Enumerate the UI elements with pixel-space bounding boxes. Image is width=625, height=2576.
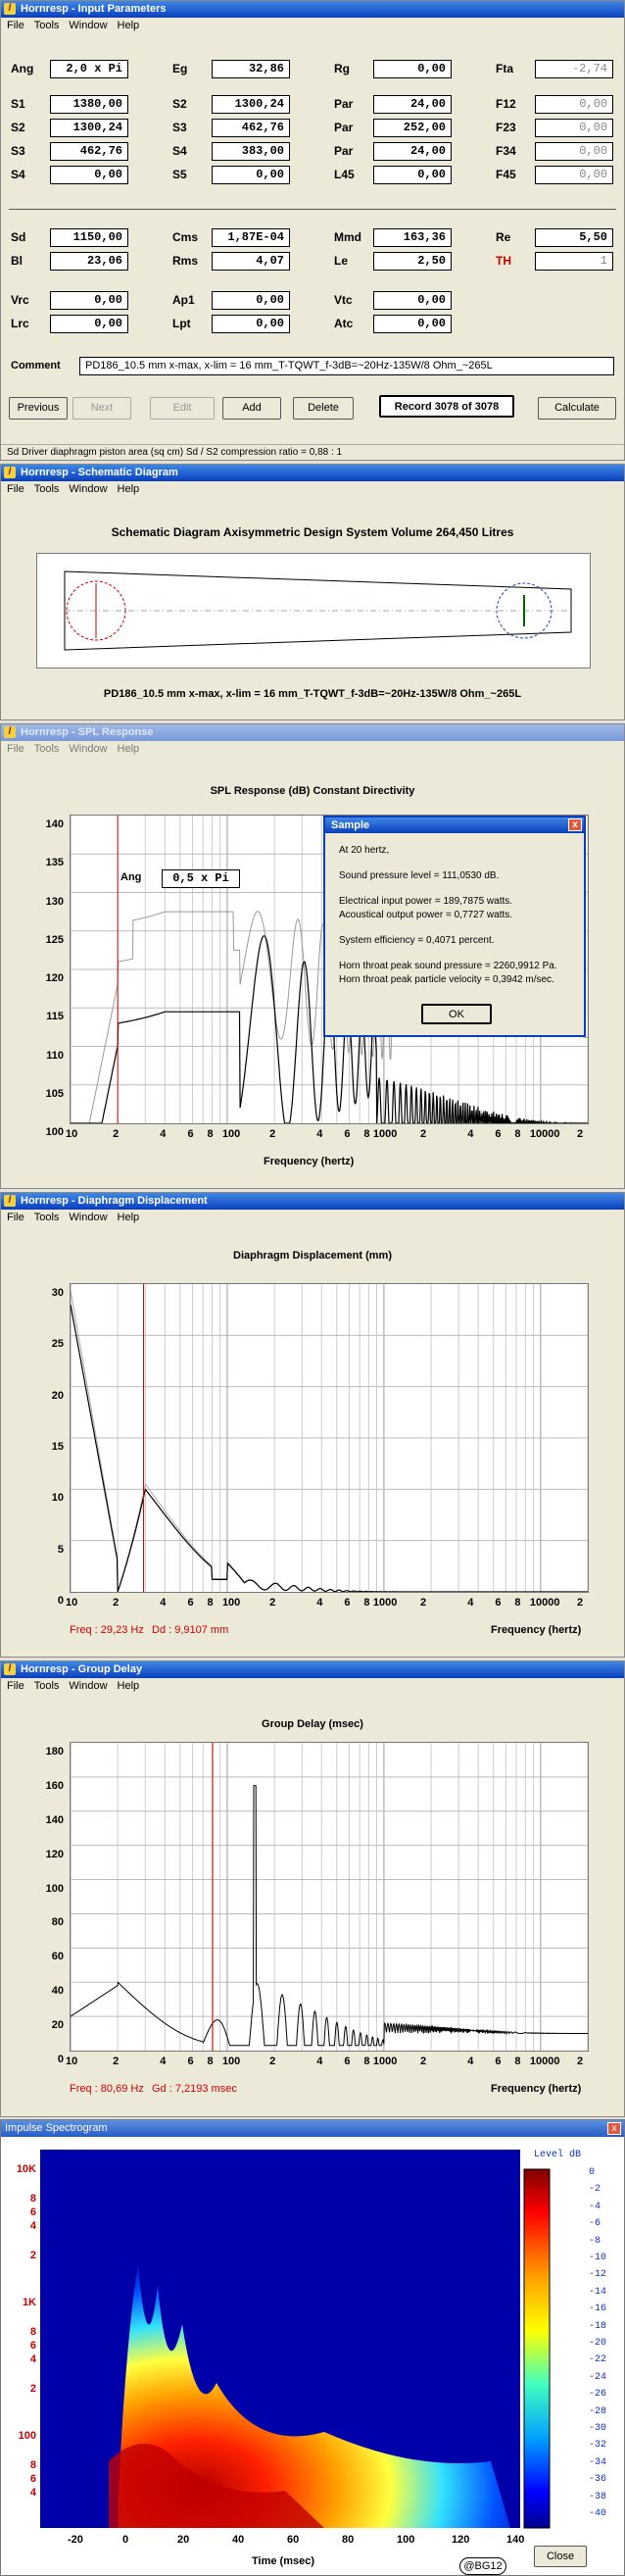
param-label: TH — [496, 254, 511, 268]
time-tick: 120 — [452, 2534, 470, 2546]
displacement-heading: Diaphragm Displacement (mm) — [233, 1250, 392, 1262]
param-field[interactable]: 0,00 — [50, 166, 128, 184]
param-label: Cms — [172, 230, 199, 244]
input-parameters-window — [0, 0, 625, 461]
record-counter: Record 3078 of 3078 — [379, 395, 514, 418]
frequency-tick: 8 — [29, 2459, 36, 2471]
param-field[interactable]: 0,00 — [50, 291, 128, 310]
level-tick: -34 — [589, 2456, 607, 2468]
frequency-tick: 4 — [29, 2353, 36, 2365]
param-label: S2 — [11, 121, 25, 134]
menu-window[interactable]: Window — [69, 20, 108, 31]
param-field[interactable]: 1380,00 — [50, 95, 128, 114]
close-icon[interactable]: x — [568, 818, 582, 831]
menu-help[interactable]: Help — [117, 743, 140, 755]
param-field[interactable]: 1150,00 — [50, 228, 128, 247]
calculate-button[interactable]: Calculate — [538, 397, 616, 420]
param-label: Ang — [11, 62, 34, 75]
tick-label: 10 — [66, 2056, 78, 2067]
tick-label: 125 — [45, 933, 64, 946]
level-tick: -36 — [589, 2474, 607, 2486]
window-title: Impulse Spectrogram — [5, 2122, 108, 2134]
param-label: Atc — [334, 317, 354, 330]
param-label: Par — [334, 97, 354, 111]
param-field[interactable]: 0,00 — [373, 166, 452, 184]
tick-label: 10 — [66, 1597, 78, 1609]
title-bar[interactable] — [1, 1193, 624, 1210]
param-field[interactable]: 5,50 — [535, 228, 613, 247]
time-xlabel: Time (msec) — [252, 2555, 314, 2567]
tick-label: 4 — [316, 1128, 323, 1140]
group-delay-plot-area — [70, 1742, 589, 2052]
schematic-drawing — [36, 553, 591, 669]
tick-label: 6 — [495, 2056, 502, 2067]
menu-tools[interactable]: Tools — [33, 1680, 60, 1692]
menu-window[interactable]: Window — [69, 1212, 108, 1223]
frequency-tick: 6 — [29, 2340, 36, 2352]
menu-bar — [1, 18, 624, 34]
menu-help[interactable]: Help — [117, 1212, 140, 1223]
level-label: Level dB — [534, 2150, 582, 2160]
tick-label: 6 — [187, 2056, 194, 2067]
frequency-tick: 1K — [22, 2297, 36, 2308]
time-tick: 20 — [177, 2534, 190, 2546]
param-field[interactable]: 4,07 — [212, 252, 290, 271]
frequency-tick: 2 — [29, 2383, 36, 2395]
tick-label: 40 — [51, 1985, 64, 1998]
frequency-tick: 10K — [16, 2163, 36, 2175]
param-field[interactable]: -2,74 — [535, 60, 613, 78]
tick-label: 2 — [577, 2056, 584, 2067]
tick-label: 80 — [51, 1916, 64, 1929]
ang-label: Ang — [120, 871, 142, 883]
menu-tools[interactable]: Tools — [33, 483, 60, 495]
frequency-tick: 6 — [29, 2206, 36, 2218]
time-tick: 0 — [122, 2534, 129, 2546]
cursor-frequency: Freq : 80,69 Hz — [70, 2083, 144, 2095]
tick-label: 4 — [316, 1597, 323, 1609]
next-button[interactable]: Next — [72, 397, 131, 420]
level-tick: -6 — [589, 2218, 601, 2230]
menu-file[interactable]: File — [7, 1680, 24, 1692]
param-label: F34 — [496, 144, 516, 158]
param-field[interactable]: 0,00 — [535, 166, 613, 184]
previous-button[interactable]: Previous — [9, 397, 68, 420]
tick-label: 8 — [363, 2056, 370, 2067]
group-delay-window — [0, 1660, 625, 2117]
tick-label: 25 — [51, 1338, 64, 1351]
title-bar[interactable] — [1, 1661, 624, 1678]
sample-line-efficiency: System efficiency = 0,4071 percent. — [339, 935, 495, 946]
param-field[interactable]: 24,00 — [373, 142, 452, 161]
menu-file[interactable]: File — [7, 743, 24, 755]
tick-label: 8 — [514, 1128, 521, 1140]
tick-label: 2 — [113, 1128, 120, 1140]
comment-label: Comment — [11, 360, 61, 372]
time-tick: 80 — [342, 2534, 355, 2546]
time-tick: 60 — [287, 2534, 300, 2546]
param-field[interactable]: 32,86 — [212, 60, 290, 78]
close-icon[interactable]: x — [607, 2122, 621, 2135]
tick-label: 8 — [207, 1128, 214, 1140]
sample-line-spl: Sound pressure level = 111,0530 dB. — [339, 870, 500, 881]
tick-label: 100 — [221, 1597, 241, 1609]
tick-label: 10000 — [529, 1597, 560, 1609]
param-label: S3 — [172, 121, 187, 134]
menu-bar — [1, 741, 624, 758]
tick-label: 180 — [45, 1746, 64, 1758]
tick-label: 2 — [269, 1128, 276, 1140]
time-tick: 40 — [232, 2534, 245, 2546]
param-label: S4 — [11, 168, 25, 181]
sample-line-input-power: Electrical input power = 189,7875 watts. — [339, 896, 513, 907]
param-label: S5 — [172, 168, 187, 181]
displacement-xlabel: Frequency (hertz) — [491, 1624, 582, 1636]
title-bar[interactable] — [1, 2120, 624, 2137]
tick-label: 110 — [46, 1049, 64, 1062]
tick-label: 120 — [45, 1848, 64, 1860]
param-label: S4 — [172, 144, 187, 158]
menu-bar — [1, 1678, 624, 1695]
menu-tools[interactable]: Tools — [33, 743, 60, 755]
level-tick: -20 — [589, 2338, 607, 2349]
param-field[interactable]: 2,50 — [373, 252, 452, 271]
frequency-tick: 8 — [29, 2326, 36, 2338]
param-label: Re — [496, 230, 511, 244]
level-tick: -30 — [589, 2423, 607, 2434]
param-field[interactable]: 0,00 — [212, 291, 290, 310]
param-label: Mmd — [334, 230, 361, 244]
level-tick: -4 — [589, 2201, 601, 2212]
level-tick: -32 — [589, 2440, 607, 2452]
close-button[interactable]: Close — [534, 2546, 587, 2567]
param-field[interactable]: 462,76 — [212, 119, 290, 137]
frequency-tick: 6 — [29, 2473, 36, 2485]
tick-label: 100 — [221, 1128, 241, 1140]
tick-label: 6 — [187, 1128, 194, 1140]
tick-label: 6 — [495, 1128, 502, 1140]
tick-label: 6 — [495, 1597, 502, 1609]
param-field[interactable]: 1300,24 — [212, 95, 290, 114]
color-scale-bar — [524, 2169, 550, 2528]
hornresp-logo-icon: / — [4, 3, 16, 15]
param-field[interactable]: 2,0 x Pi — [50, 60, 128, 78]
level-tick: -22 — [589, 2354, 607, 2366]
group-delay-heading: Group Delay (msec) — [262, 1718, 363, 1730]
tick-label: 10 — [51, 1492, 64, 1505]
dialog-title: Sample — [331, 819, 370, 831]
frequency-tick: 8 — [29, 2193, 36, 2204]
menu-file[interactable]: File — [7, 483, 24, 495]
spl-heading: SPL Response (dB) Constant Directivity — [210, 785, 415, 797]
menu-file[interactable]: File — [7, 20, 24, 31]
tick-label: 20 — [51, 2019, 64, 2032]
cursor-displacement: Dd : 9,9107 mm — [152, 1624, 229, 1636]
ok-button[interactable]: OK — [421, 1004, 492, 1024]
param-label: Lrc — [11, 317, 29, 330]
menu-window[interactable]: Window — [69, 743, 108, 755]
level-tick: -40 — [589, 2508, 607, 2519]
tick-label: 2 — [420, 2056, 427, 2067]
param-field[interactable]: 0,00 — [50, 315, 128, 333]
param-field[interactable]: 0,00 — [535, 142, 613, 161]
menu-help[interactable]: Help — [117, 20, 140, 31]
schematic-heading: Schematic Diagram Axisymmetric Design System Volume 264,450 Litres — [111, 525, 514, 539]
group-delay-xlabel: Frequency (hertz) — [491, 2083, 582, 2095]
param-label: S1 — [11, 97, 25, 111]
tick-label: 1000 — [372, 1128, 398, 1140]
tick-label: 120 — [45, 972, 64, 984]
sample-dialog — [323, 816, 586, 1037]
sample-line-throat-velocity: Horn throat peak particle velocity = 0,3942 m/sec. — [339, 974, 554, 985]
schematic-caption: PD186_10.5 mm x-max, x-lim = 16 mm_T-TQWT_f-3dB=~20Hz-135W/8 Ohm_~265L — [103, 688, 522, 700]
hornresp-logo-icon: / — [4, 1195, 16, 1207]
tick-label: 6 — [344, 2056, 351, 2067]
window-title: Hornresp - Diaphragm Displacement — [21, 1195, 208, 1207]
param-field[interactable]: 0,00 — [212, 166, 290, 184]
comment-field[interactable]: PD186_10.5 mm x-max, x-lim = 16 mm_T-TQWT_f-3dB=~20Hz-135W/8 Ohm_~265L — [79, 357, 614, 375]
time-tick: 140 — [506, 2534, 525, 2546]
param-field[interactable]: 252,00 — [373, 119, 452, 137]
window-title: Hornresp - Schematic Diagram — [21, 467, 178, 478]
menu-help[interactable]: Help — [117, 483, 140, 495]
param-label: F45 — [496, 168, 516, 181]
tick-label: 100 — [45, 1882, 64, 1895]
divider — [9, 209, 616, 210]
param-label: Vrc — [11, 293, 29, 307]
param-field[interactable]: 0,00 — [373, 315, 452, 333]
level-tick: -28 — [589, 2405, 607, 2417]
param-field[interactable]: 0,00 — [212, 315, 290, 333]
tick-label: 8 — [207, 1597, 214, 1609]
param-field[interactable]: 163,36 — [373, 228, 452, 247]
level-tick: -10 — [589, 2253, 607, 2263]
title-bar[interactable] — [1, 724, 624, 741]
group-delay-series — [71, 1786, 588, 2046]
tick-label: 15 — [51, 1441, 64, 1453]
frequency-tick: 100 — [18, 2430, 36, 2442]
tick-label: 130 — [45, 895, 64, 908]
tick-label: 2 — [113, 2056, 120, 2067]
level-tick: -8 — [589, 2235, 601, 2247]
watermark: @BG12 — [459, 2557, 506, 2575]
menu-bar — [1, 481, 624, 498]
frequency-tick: 4 — [29, 2487, 36, 2499]
title-bar[interactable] — [1, 465, 624, 481]
window-title: Hornresp - Group Delay — [21, 1663, 143, 1675]
tick-label: 2 — [113, 1597, 120, 1609]
window-title: Hornresp - Input Parameters — [21, 3, 167, 15]
param-label: Eg — [172, 62, 188, 75]
level-tick: -16 — [589, 2304, 607, 2315]
param-label: Par — [334, 121, 354, 134]
sample-line-output-power: Acoustical output power = 0,7727 watts. — [339, 910, 513, 920]
param-label: S3 — [11, 144, 25, 158]
param-label: Lpt — [172, 317, 191, 330]
menu-file[interactable]: File — [7, 1212, 24, 1223]
cursor-group-delay: Gd : 7,2193 msec — [152, 2083, 237, 2095]
time-tick: 100 — [397, 2534, 415, 2546]
spl-xlabel: Frequency (hertz) — [264, 1156, 355, 1167]
tick-label: 5 — [57, 1543, 64, 1556]
tick-label: 6 — [344, 1597, 351, 1609]
tick-label: 8 — [363, 1597, 370, 1609]
param-field[interactable]: 383,00 — [212, 142, 290, 161]
param-field[interactable]: 0,00 — [373, 60, 452, 78]
tick-label: 4 — [467, 1597, 474, 1609]
time-tick: -20 — [68, 2534, 83, 2546]
tick-label: 2 — [420, 1597, 427, 1609]
param-label: Le — [334, 254, 349, 268]
menu-tools[interactable]: Tools — [33, 1212, 60, 1223]
param-field[interactable]: 0,00 — [535, 95, 613, 114]
level-tick: -24 — [589, 2371, 607, 2383]
tick-label: 2 — [577, 1597, 584, 1609]
tick-label: 0 — [57, 1595, 64, 1607]
menu-window[interactable]: Window — [69, 483, 108, 495]
param-field[interactable]: 23,06 — [50, 252, 128, 271]
tick-label: 30 — [51, 1287, 64, 1299]
level-tick: -12 — [589, 2269, 607, 2281]
tick-label: 100 — [221, 2056, 241, 2067]
param-field[interactable]: 1300,24 — [50, 119, 128, 137]
tick-label: 100 — [45, 1126, 64, 1138]
tick-label: 140 — [45, 818, 64, 830]
frequency-tick: 4 — [29, 2220, 36, 2232]
level-tick: -26 — [589, 2389, 607, 2401]
tick-label: 60 — [51, 1951, 64, 1963]
dialog-title-bar[interactable] — [325, 817, 584, 833]
tick-label: 115 — [46, 1011, 64, 1023]
tick-label: 4 — [316, 2056, 323, 2067]
displacement-chart — [71, 1284, 588, 1592]
tick-label: 6 — [187, 1597, 194, 1609]
param-field[interactable]: 0,00 — [535, 119, 613, 137]
window-title: Hornresp - SPL Response — [21, 726, 154, 738]
tick-label: 1000 — [372, 1597, 398, 1609]
tick-label: 6 — [344, 1128, 351, 1140]
tick-label: 105 — [45, 1087, 64, 1100]
tick-label: 8 — [207, 2056, 214, 2067]
tick-label: 140 — [45, 1813, 64, 1826]
tick-label: 2 — [269, 1597, 276, 1609]
displacement-series-main — [71, 1305, 588, 1592]
spectrogram-plot — [1, 2138, 624, 2575]
param-field[interactable]: 1 — [535, 252, 613, 271]
menu-bar — [1, 1210, 624, 1226]
title-bar[interactable] — [1, 1, 624, 18]
param-label: F23 — [496, 121, 516, 134]
tick-label: 10000 — [529, 2056, 560, 2067]
group-delay-chart — [71, 1743, 588, 2051]
hornresp-logo-icon: / — [4, 467, 16, 478]
tick-label: 2 — [269, 2056, 276, 2067]
menu-help[interactable]: Help — [117, 1680, 140, 1692]
level-tick: -38 — [589, 2491, 607, 2502]
displacement-window — [0, 1192, 625, 1658]
param-field[interactable]: 462,76 — [50, 142, 128, 161]
param-label: Rms — [172, 254, 199, 268]
delete-button[interactable]: Delete — [293, 397, 354, 420]
add-button[interactable]: Add — [222, 397, 281, 420]
tick-label: 20 — [51, 1389, 64, 1402]
param-field[interactable]: 0,00 — [373, 291, 452, 310]
level-tick: -2 — [589, 2184, 601, 2196]
param-label: Rg — [334, 62, 350, 75]
param-label: Sd — [11, 230, 26, 244]
tick-label: 135 — [45, 857, 64, 869]
param-label: F12 — [496, 97, 516, 111]
tick-label: 160 — [45, 1779, 64, 1792]
param-label: Ap1 — [172, 293, 195, 307]
level-tick: -18 — [589, 2320, 607, 2332]
ang-field[interactable]: 0,5 x Pi — [162, 869, 240, 888]
param-label: Vtc — [334, 293, 353, 307]
param-label: L45 — [334, 168, 355, 181]
param-label: S2 — [172, 97, 187, 111]
edit-button[interactable]: Edit — [150, 397, 215, 420]
tick-label: 4 — [160, 1597, 167, 1609]
param-label: Par — [334, 144, 354, 158]
hornresp-logo-icon: / — [4, 1663, 16, 1675]
hornresp-logo-icon: / — [4, 726, 16, 738]
tick-label: 10000 — [529, 1128, 560, 1140]
param-field[interactable]: 24,00 — [373, 95, 452, 114]
sample-line-freq: At 20 hertz, — [339, 845, 390, 856]
tick-label: 10 — [66, 1128, 78, 1140]
tick-label: 8 — [514, 1597, 521, 1609]
sample-line-throat-pressure: Horn throat peak sound pressure = 2260,9912 Pa. — [339, 961, 557, 971]
frequency-tick: 2 — [29, 2250, 36, 2261]
tick-label: 4 — [467, 1128, 474, 1140]
status-bar: Sd Driver diaphragm piston area (sq cm) Sd / S2 compression ratio = 0,88 : 1 — [1, 444, 624, 461]
menu-tools[interactable]: Tools — [33, 20, 60, 31]
tick-label: 4 — [160, 2056, 167, 2067]
tick-label: 0 — [57, 2054, 64, 2065]
param-label: Bl — [11, 254, 23, 268]
cursor-frequency: Freq : 29,23 Hz — [70, 1624, 144, 1636]
tick-label: 2 — [577, 1128, 584, 1140]
tick-label: 4 — [160, 1128, 167, 1140]
menu-window[interactable]: Window — [69, 1680, 108, 1692]
displacement-plot-area — [70, 1283, 589, 1593]
param-field[interactable]: 1,87E-04 — [212, 228, 290, 247]
param-label: Fta — [496, 62, 513, 75]
tick-label: 1000 — [372, 2056, 398, 2067]
tick-label: 8 — [363, 1128, 370, 1140]
tick-label: 8 — [514, 2056, 521, 2067]
schematic-window — [0, 464, 625, 720]
tick-label: 4 — [467, 2056, 474, 2067]
level-tick: 0 — [589, 2167, 596, 2178]
level-tick: -14 — [589, 2286, 607, 2298]
spectrogram-window — [0, 2119, 625, 2576]
tick-label: 2 — [420, 1128, 427, 1140]
horn-profile — [37, 554, 590, 668]
